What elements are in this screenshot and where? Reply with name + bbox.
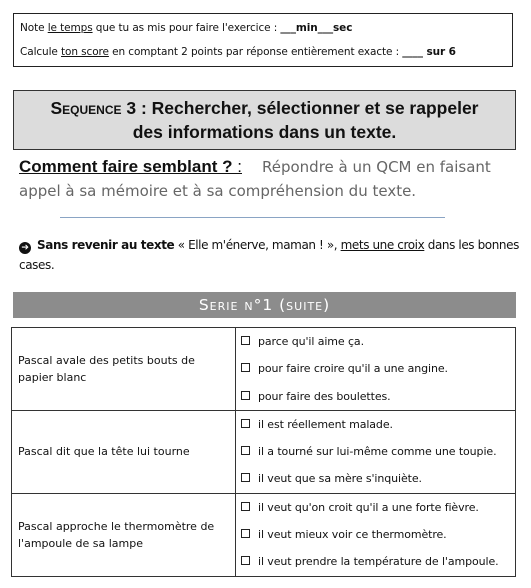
instruction-bold: Sans revenir au texte bbox=[37, 238, 175, 252]
options-cell bbox=[236, 328, 516, 411]
score-post: en comptant 2 points par réponse entièrement exacte : bbox=[108, 46, 403, 58]
arrow-right-circle-icon: ➔ bbox=[19, 242, 31, 254]
checkbox-icon[interactable] bbox=[241, 556, 250, 565]
option-item[interactable]: il veut mieux voir ce thermomètre. bbox=[236, 521, 515, 548]
options-cell bbox=[236, 410, 516, 493]
question-prompt: Pascal avale des petits bouts de papier blanc bbox=[12, 328, 236, 411]
option-item[interactable]: pour faire des boulettes. bbox=[236, 383, 515, 410]
option-item[interactable]: pour faire croire qu'il a une angine. bbox=[236, 355, 515, 382]
checkbox-icon[interactable] bbox=[241, 363, 250, 372]
score-underlined: ton score bbox=[61, 46, 109, 58]
option-item[interactable]: il veut que sa mère s'inquiète. bbox=[236, 465, 515, 492]
divider bbox=[60, 217, 445, 218]
option-item[interactable]: il veut qu'on croit qu'il a une forte fièvre. bbox=[236, 494, 515, 521]
sec-label: sec bbox=[333, 22, 353, 34]
question-prompt: Pascal approche le thermomètre de l'ampoule de sa lampe bbox=[12, 493, 236, 576]
checkbox-icon[interactable] bbox=[241, 473, 250, 482]
instruction-quote: « Elle m'énerve, maman ! », bbox=[174, 238, 341, 252]
score-instruction bbox=[20, 46, 456, 58]
checkbox-icon[interactable] bbox=[241, 336, 250, 345]
sequence-title-line1 bbox=[14, 98, 515, 119]
sequence-banner bbox=[13, 90, 516, 150]
option-item[interactable]: il veut prendre la température de l'ampoule. bbox=[236, 548, 515, 575]
table-row bbox=[12, 493, 516, 576]
header-box bbox=[13, 13, 513, 67]
checkbox-icon[interactable] bbox=[241, 529, 250, 538]
checkbox-icon[interactable] bbox=[241, 502, 250, 511]
score-blank[interactable]: ____ bbox=[402, 46, 423, 58]
checkbox-icon[interactable] bbox=[241, 446, 250, 455]
time-instruction bbox=[20, 22, 352, 34]
option-item[interactable]: il a tourné sur lui-même comme une toupie. bbox=[236, 438, 515, 465]
table-row bbox=[12, 410, 516, 493]
checkbox-icon[interactable] bbox=[241, 419, 250, 428]
option-item[interactable]: parce qu'il aime ça. bbox=[236, 328, 515, 355]
sec-blank[interactable]: ___ bbox=[317, 22, 334, 34]
sequence-line1-rest: : Rechercher, sélectionner et se rappeler bbox=[136, 98, 479, 118]
option-item[interactable]: il est réellement malade. bbox=[236, 411, 515, 438]
comment-title: Comment faire semblant ? : bbox=[19, 157, 242, 176]
checkbox-icon[interactable] bbox=[241, 391, 250, 400]
instruction-underlined: mets une croix bbox=[340, 238, 425, 252]
table-row bbox=[12, 328, 516, 411]
score-pre: Calcule bbox=[20, 46, 62, 58]
instruction-line1 bbox=[19, 238, 519, 254]
sequence-label: Sequence 3 bbox=[50, 98, 137, 118]
instruction-rest: dans les bonnes bbox=[424, 238, 519, 252]
time-post: que tu as mis pour faire l'exercice : bbox=[92, 22, 281, 34]
sequence-title-line2: des informations dans un texte. bbox=[132, 122, 397, 142]
instruction-line2: cases. bbox=[19, 258, 55, 272]
options-cell bbox=[236, 493, 516, 576]
time-underlined: le temps bbox=[47, 22, 93, 34]
serie-title: Serie n°1 (suite) bbox=[13, 292, 516, 318]
min-label: min bbox=[295, 22, 318, 34]
question-prompt: Pascal dit que la tête lui tourne bbox=[12, 410, 236, 493]
qcm-table bbox=[11, 327, 516, 577]
time-pre: Note bbox=[20, 22, 48, 34]
comment-text-line2: appel à sa mémoire et à sa compréhension du texte. bbox=[19, 182, 417, 200]
comment-text-line1: Répondre à un QCM en faisant bbox=[262, 158, 491, 176]
min-blank[interactable]: ___ bbox=[280, 22, 296, 34]
score-suffix: sur 6 bbox=[422, 46, 456, 58]
